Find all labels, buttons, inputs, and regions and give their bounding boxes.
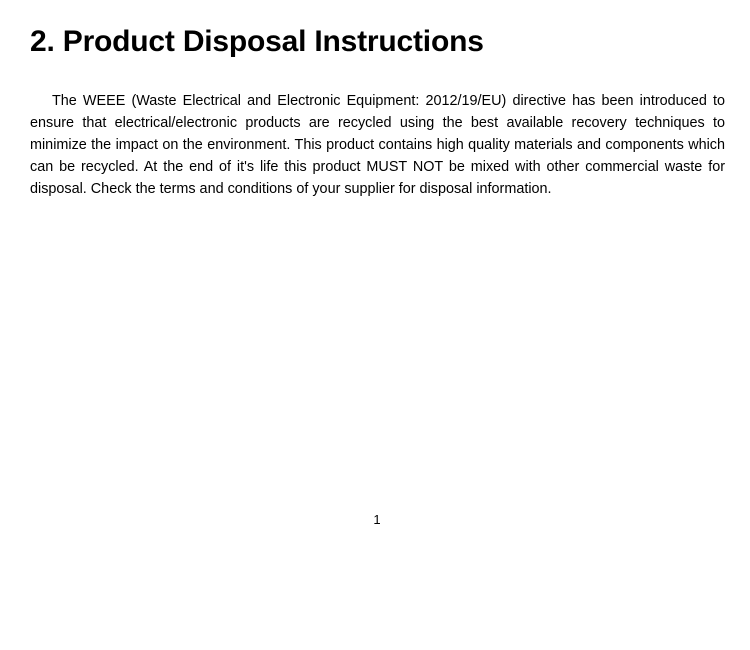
body-paragraph	[30, 91, 725, 200]
page-number	[0, 512, 750, 527]
page-title: 2. Product Disposal Instructions	[30, 25, 484, 59]
paragraph-text: The WEEE (Waste Electrical and Electronic Equipment: 2012/19/EU) directive has been introduced to ensure that electrical/electronic products are recycled using the best available recovery techniques to minimize the impact on the environment. This product contains high quality materials and components which can be recycled. At the end of it's life this product MUST NOT be mixed with other commercial waste for disposal. Check the terms and conditions of your supplier for disposal information.	[30, 93, 725, 197]
page-number-value: 1	[373, 512, 381, 527]
